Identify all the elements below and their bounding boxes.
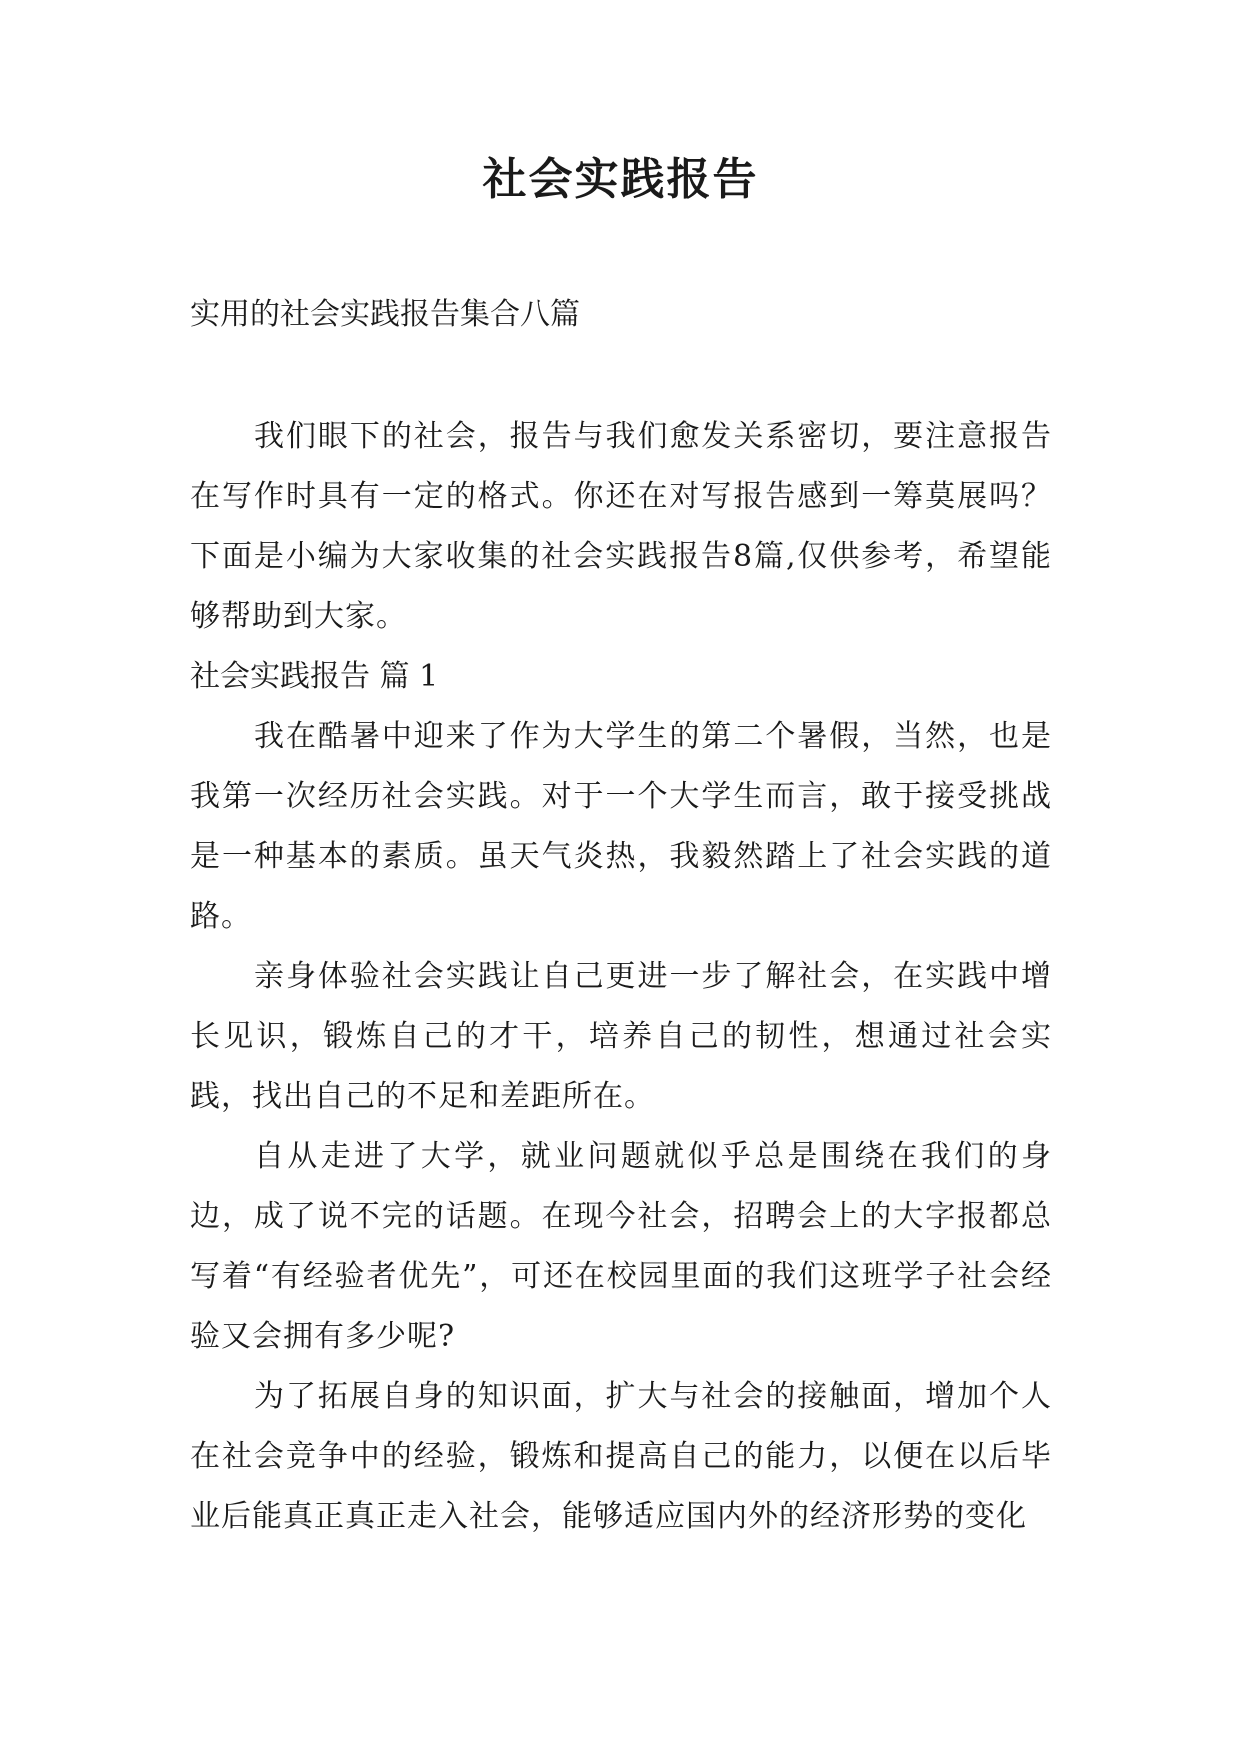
body-paragraph: 我在酷暑中迎来了作为大学生的第二个暑假，当然，也是我第一次经历社会实践。对于一个大学生而言，敢于接受挑战是一种基本的素质。虽天气炎热，我毅然踏上了社会实践的道路。	[190, 719, 1052, 934]
document-title: 社会实践报告	[482, 154, 759, 205]
body-paragraph: 为了拓展自身的知识面，扩大与社会的接触面，增加个人在社会竞争中的经验，锻炼和提高自己的能力，以便在以后毕业后能真正真正走入社会，能够适应国内外的经济形势的变化	[190, 1379, 1052, 1534]
intro-paragraph: 我们眼下的社会，报告与我们愈发关系密切，要注意报告在写作时具有一定的格式。你还在对写报告感到一筹莫展吗？下面是小编为大家收集的社会实践报告8篇,仅供参考，希望能够帮助到大家。	[190, 419, 1052, 634]
section-heading: 社会实践报告 篇 1	[190, 659, 439, 694]
document-body	[190, 407, 1052, 1547]
body-paragraph: 自从走进了大学，就业问题就似乎总是围绕在我们的身边，成了说不完的话题。在现今社会，招聘会上的大字报都总写着“有经验者优先”，可还在校园里面的我们这班学子社会经验又会拥有多少呢?	[190, 1139, 1052, 1354]
document-subtitle: 实用的社会实践报告集合八篇	[190, 297, 580, 332]
body-paragraph: 亲身体验社会实践让自己更进一步了解社会，在实践中增长见识，锻炼自己的才干，培养自己的韧性，想通过社会实践，找出自己的不足和差距所在。	[190, 959, 1052, 1114]
